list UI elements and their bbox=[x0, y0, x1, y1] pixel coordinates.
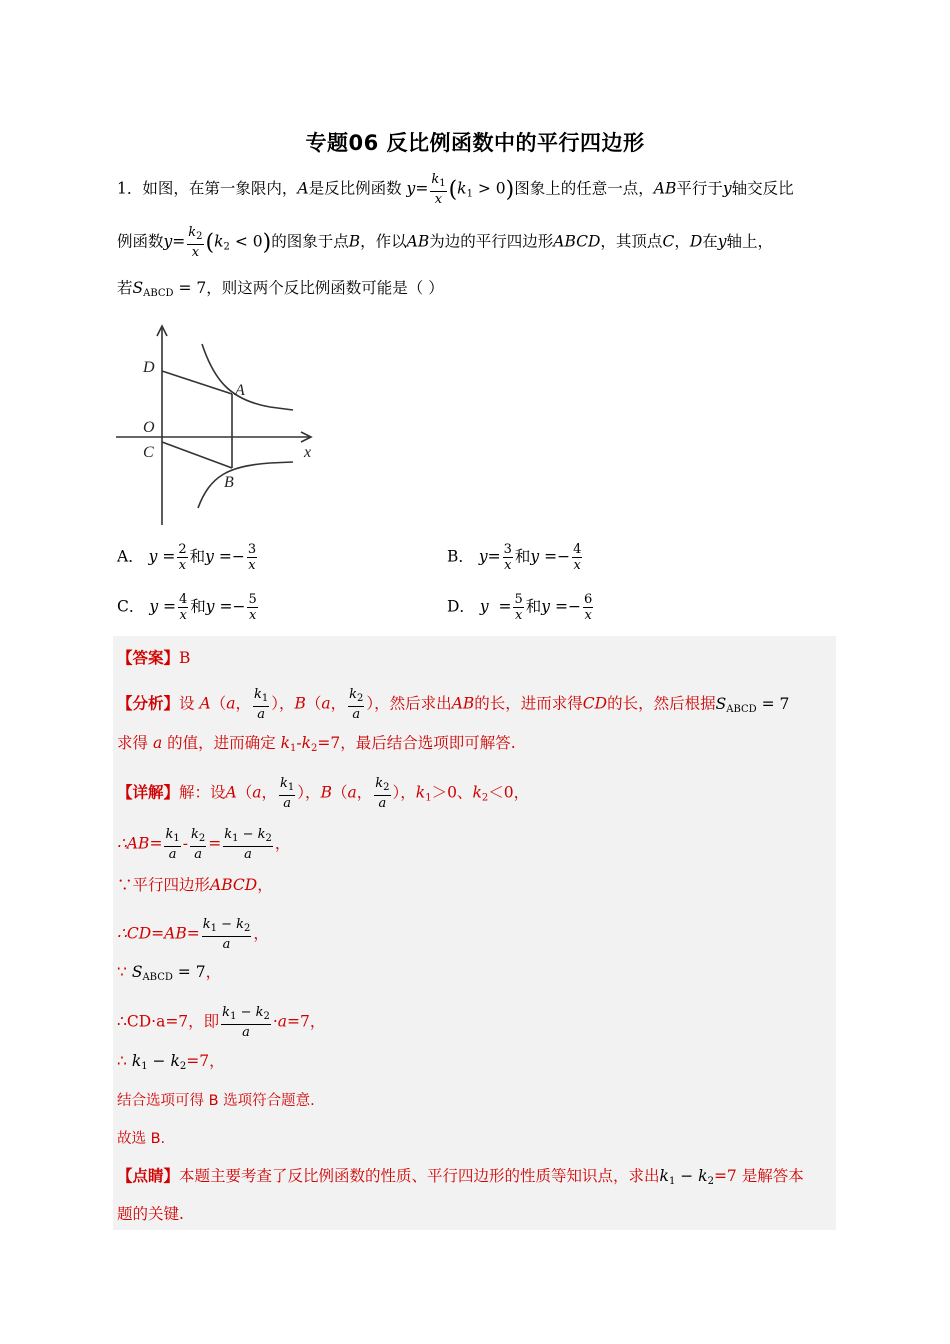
detail-line-1: 【详解】解：设A（a， $\frac{k_1}{a}$ ），B（a， $\frac{k_2}{a}$ ），$k_1>0$、$k_2<0$， bbox=[117, 776, 530, 811]
step-choose: 故选 B. bbox=[117, 1131, 166, 1147]
lower-hyperbola bbox=[198, 462, 293, 508]
comment-line-2: 题的关键. bbox=[117, 1205, 184, 1223]
fraction-k2-x: $\frac{k_2}{x}$ bbox=[188, 225, 203, 260]
label-A: A bbox=[235, 382, 245, 399]
option-C[interactable]: C． y = $\frac{4}{x}$ 和y =− $\frac{5}{x}$ bbox=[117, 592, 257, 623]
hyperbola-diagram bbox=[110, 320, 322, 530]
question-line-1: 1．如图，在第一象限内，A是反比例函数 y= $\frac{k_1}{x}$ $(k_1 > 0)$图象上的任意一点，AB平行于y轴交反比 bbox=[117, 172, 794, 207]
question-number: 1． bbox=[117, 179, 143, 198]
question-line-2: 例函数y= $\frac{k_2}{x}$ $(k_2 < 0)$的图象于点B，作以AB为边的平行四边形ABCD，其顶点C，D在y轴上， bbox=[117, 225, 774, 260]
step-ab: ∴AB= $\frac{k_1}{a}$ - $\frac{k_2}{a}$ = $\frac{k_1 - k_2}{a}$ ， bbox=[117, 827, 291, 862]
label-C: C bbox=[143, 444, 154, 461]
option-D[interactable]: D． y = $\frac{5}{x}$ 和y =− $\frac{6}{x}$ bbox=[447, 592, 593, 623]
step-cd-a: ∴CD·a=7，即 $\frac{k_1 - k_2}{a}$ ·a=7， bbox=[117, 1005, 326, 1040]
comment-line-1: 【点睛】本题主要考查了反比例函数的性质、平行四边形的性质等知识点，求出$k_1 - k_2=7$ 是解答本 bbox=[117, 1166, 804, 1187]
question-line-3: 若$S_{ABCD} = 7$，则这两个反比例函数可能是（ ） bbox=[117, 279, 444, 299]
step-area: ∵ $S_{ABCD} = 7$， bbox=[117, 963, 222, 983]
upper-hyperbola bbox=[202, 344, 293, 410]
answer-line: 【答案】B bbox=[117, 648, 191, 667]
fraction-k1-x: $\frac{k_1}{x}$ bbox=[431, 172, 446, 207]
step-combine: 结合选项可得 B 选项符合题意. bbox=[117, 1093, 315, 1109]
label-x: x bbox=[304, 444, 312, 461]
segment-CB bbox=[162, 442, 232, 468]
label-O: O bbox=[143, 419, 155, 436]
label-D: D bbox=[143, 359, 155, 376]
option-B[interactable]: B． y= $\frac{3}{x}$ 和y =− $\frac{4}{x}$ bbox=[447, 542, 582, 573]
analysis-line-2: 求得 a 的值，进而确定 $k_1-k_2=7$，最后结合选项即可解答. bbox=[117, 734, 516, 754]
step-k-difference: ∴ $k_1 - k_2=7$， bbox=[117, 1052, 225, 1072]
answer-value: B bbox=[179, 649, 191, 667]
step-cd: ∴CD=AB= $\frac{k_1 - k_2}{a}$ ， bbox=[117, 917, 269, 952]
page-title: 专题06 反比例函数中的平行四边形 bbox=[305, 131, 645, 155]
analysis-line-1: 【分析】设 A（a， $\frac{k_1}{a}$ ），B（a， $\frac{k_2}{a}$ ），然后求出AB的长，进而求得CD的长，然后根据$S_{ABCD} = 7$ bbox=[117, 687, 790, 722]
option-A[interactable]: A． y = $\frac{2}{x}$ 和y =− $\frac{3}{x}$ bbox=[117, 542, 257, 573]
step-parallelogram: ∵平行四边形ABCD， bbox=[117, 876, 273, 894]
label-B: B bbox=[224, 474, 234, 491]
